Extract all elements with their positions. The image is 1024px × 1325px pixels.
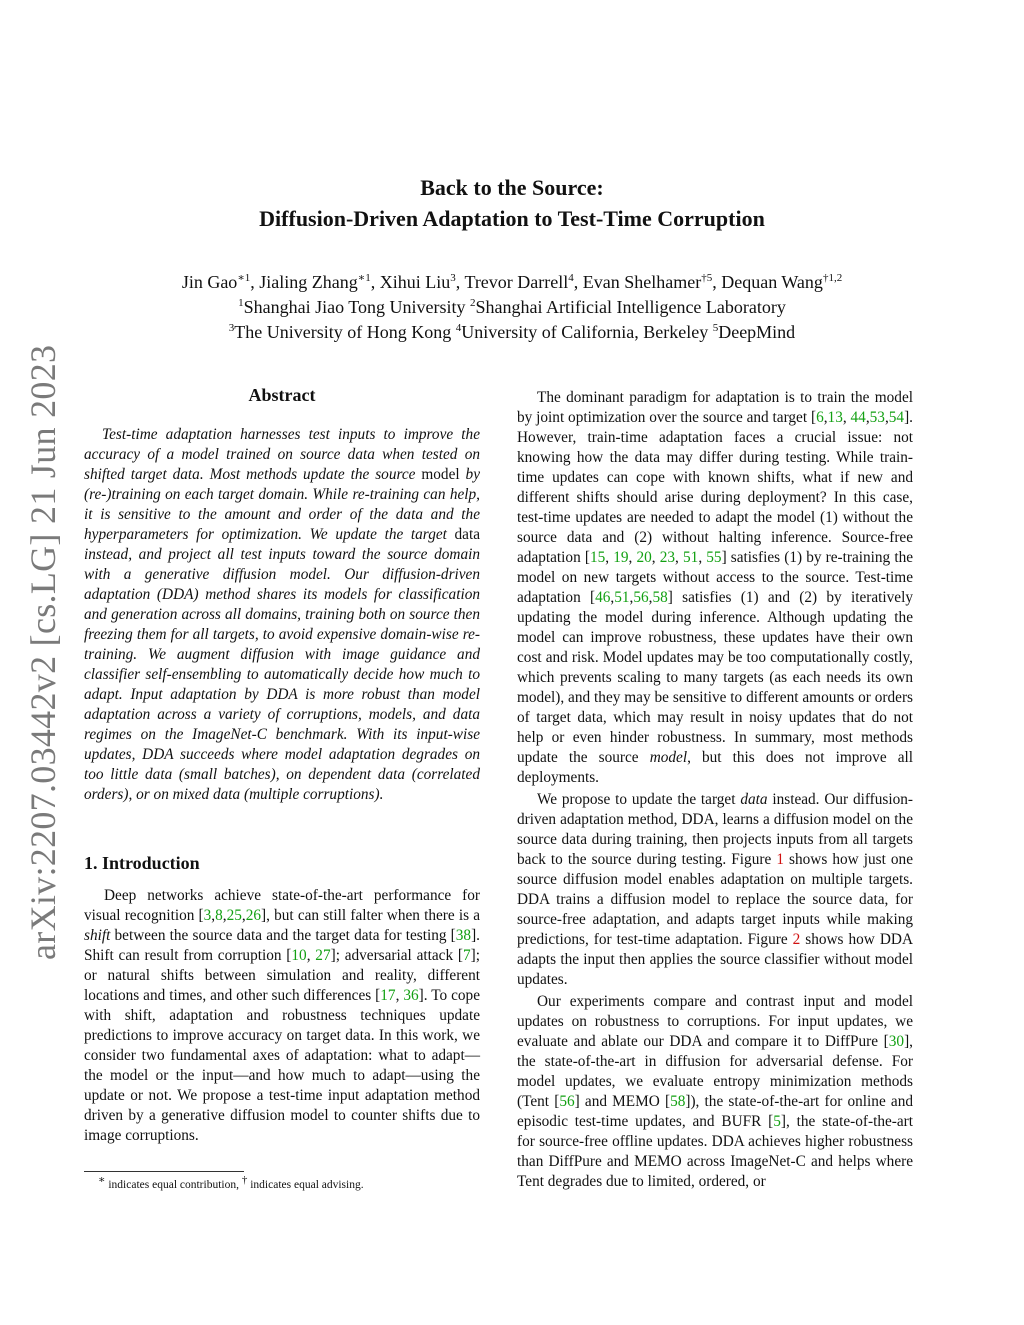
citation-link[interactable]: 10 bbox=[291, 947, 307, 964]
text-run: , bbox=[698, 549, 707, 566]
author-mark: †5 bbox=[701, 272, 713, 284]
text-run: ] and MEMO [ bbox=[574, 1093, 671, 1110]
text-run: , bbox=[629, 589, 634, 606]
text-run: instead, and project all test inputs toward the source domain with a generative diffusion model. Our diffusion-driven adaptation (DDA) method shares its models for classification and generation across all domains, training both on source then freezing them for all targets, to avoid expensive domain-wise re-training. We augment diffusion with image guidance and classifier self-ensembling to automatically decide how much to adapt. Input adaptation by DDA is more robust than model adaptation across a variety of corruptions, models, and data regimes on the ImageNet-C benchmark. With its input-wise updates, DDA succeeds where model adaptation degrades on too little data (small batches), on dependent data (correlated orders), or on mixed data (multiple corruptions). bbox=[84, 546, 480, 803]
text-run: , bbox=[628, 549, 637, 566]
affiliation-line-2 bbox=[0, 320, 1024, 345]
text-run: , bbox=[306, 947, 316, 964]
affiliation-mark: 5 bbox=[712, 322, 719, 334]
citation-link[interactable]: 15 bbox=[589, 549, 606, 566]
citation-link[interactable]: 5 bbox=[773, 1113, 781, 1130]
text-run: ]; or natural shifts between simulation and reality, different locations and times, and other such differences [ bbox=[84, 947, 480, 1004]
text-run: ]. However, train-time adaptation faces a crucial issue: not knowing how the data may differ during testing. While train-time updates can cope with known shifts, what if new and different shifts should arise during deployment? In this case, test-time updates are needed to adapt the model (1) without the source data and (2) without halting inference. Source-free adaptation [ bbox=[517, 409, 913, 566]
author-name: Jialing Zhang bbox=[259, 272, 358, 292]
author-mark: †1,2 bbox=[822, 272, 843, 284]
text-run: ], but can still falter when there is a bbox=[261, 907, 480, 924]
author-name: Evan Shelhamer bbox=[582, 272, 702, 292]
left-column bbox=[84, 385, 480, 1146]
author-mark: 4 bbox=[568, 272, 574, 284]
footnote bbox=[98, 1174, 364, 1193]
citation-link[interactable]: 44 bbox=[850, 409, 866, 426]
footnote-divider bbox=[84, 1171, 244, 1172]
body-paragraph bbox=[517, 388, 913, 788]
text-run: , bbox=[842, 409, 851, 426]
text-run: ] satisfies (1) by re-training the model on new targets without access to the source. Test-time adaptation [ bbox=[517, 549, 914, 606]
citation-link[interactable]: 58 bbox=[652, 589, 668, 606]
affiliation-mark: 4 bbox=[455, 322, 462, 334]
text-run: shows how just one source diffusion model enables adaptation on multiple targets. DDA trains a diffusion model to replace the source data, for source-free adaptation, and adapts target inputs while making predictions, for test-time adaptation. Figure bbox=[517, 851, 913, 948]
citation-link[interactable]: 3 bbox=[203, 907, 212, 924]
upright-text: data bbox=[454, 526, 480, 543]
emphasis-text: model bbox=[649, 749, 688, 766]
text-run: , bbox=[395, 987, 404, 1004]
citation-link[interactable]: 27 bbox=[315, 947, 331, 964]
affiliation-name: Shanghai Jiao Tong University bbox=[243, 297, 466, 317]
citation-link[interactable]: 56 bbox=[559, 1093, 575, 1110]
affiliation-mark: 1 bbox=[238, 297, 244, 309]
author-name: Jin Gao bbox=[181, 272, 238, 292]
text-run: shows how DDA adapts the input then applies the source classifier without model updates. bbox=[517, 931, 913, 988]
upright-text: model bbox=[421, 466, 460, 483]
abstract-heading: Abstract bbox=[248, 385, 316, 405]
abstract-text bbox=[84, 425, 480, 805]
arxiv-identifier: arXiv:2207.03442v2 [cs.LG] 21 Jun 2023 bbox=[23, 344, 63, 960]
text-run: , but this does not improve all deployments. bbox=[517, 749, 913, 786]
text-run: , bbox=[610, 589, 615, 606]
citation-link[interactable]: 46 bbox=[595, 589, 611, 606]
text-run: , bbox=[211, 907, 216, 924]
affiliation-mark: 3 bbox=[228, 322, 235, 334]
citation-link[interactable]: 20 bbox=[636, 549, 652, 566]
affiliation-name: The University of Hong Kong bbox=[234, 322, 452, 342]
text-run: ], the state-of-the-art in diffusion for adversarial defense. For model updates, we evaluate entropy minimization methods (Tent [ bbox=[517, 1033, 913, 1110]
title-line-1: Back to the Source: bbox=[420, 175, 604, 200]
text-run: ]. Shift can result from corruption [ bbox=[84, 927, 480, 964]
citation-link[interactable]: 51 bbox=[683, 549, 699, 566]
body-paragraph bbox=[517, 790, 913, 990]
citation-link[interactable]: 30 bbox=[888, 1033, 905, 1050]
footnote-text: indicates equal contribution, bbox=[105, 1179, 242, 1191]
author-mark: 3 bbox=[450, 272, 456, 284]
footnote-mark: † bbox=[241, 1174, 248, 1187]
affiliation-line-1 bbox=[0, 295, 1024, 320]
text-run: instead. Our diffusion-driven adaptation method, DDA, learns a diffusion model on the source data during training, then projects inputs from all targets back to the source during testing. Figure bbox=[517, 791, 913, 868]
citation-link[interactable]: 51 bbox=[614, 589, 630, 606]
affiliation-name: DeepMind bbox=[718, 322, 796, 342]
footnote-text: indicates equal advising. bbox=[247, 1179, 364, 1191]
text-run: , bbox=[675, 549, 684, 566]
citation-link[interactable]: 25 bbox=[226, 907, 242, 924]
affiliation-mark: 2 bbox=[470, 297, 476, 309]
text-run: by (re-)training on each target domain. While re-training can help, it is sensitive to the amount and order of the data and the hyperparameters for optimization. We update the target bbox=[84, 466, 480, 543]
text-run: ]. To cope with shift, adaptation and robustness techniques update predictions to improve accuracy on target data. In this work, we consider two fundamental axes of adaptation: what to adapt—the model or the input—and how much to adapt—using the update or not. We propose a test-time input adaptation method driven by a generative diffusion model to counter shifts due to image corruptions. bbox=[84, 987, 480, 1144]
author-mark: ∗1 bbox=[237, 272, 251, 284]
citation-link[interactable]: 23 bbox=[659, 549, 676, 566]
author-name: Trevor Darrell bbox=[464, 272, 569, 292]
body-paragraph bbox=[517, 992, 913, 1192]
text-run: , bbox=[823, 409, 828, 426]
text-run: , bbox=[865, 409, 870, 426]
author-name: Dequan Wang bbox=[721, 272, 823, 292]
affiliation-name: University of California, Berkeley bbox=[461, 322, 709, 342]
citation-link[interactable]: 58 bbox=[670, 1093, 686, 1110]
footnote-mark: ∗ bbox=[98, 1174, 106, 1187]
intro-paragraph bbox=[84, 886, 480, 1146]
citation-link[interactable]: 54 bbox=[888, 409, 905, 426]
author-block bbox=[0, 270, 1024, 345]
text-run: between the source data and the target data for testing [ bbox=[110, 927, 456, 944]
title-line-2: Diffusion-Driven Adaptation to Test-Time Corruption bbox=[259, 206, 765, 231]
author-name: Xihui Liu bbox=[379, 272, 451, 292]
figure-reference-link[interactable]: 2 bbox=[792, 931, 801, 948]
citation-link[interactable]: 7 bbox=[462, 947, 471, 964]
citation-link[interactable]: 36 bbox=[403, 987, 419, 1004]
citation-link[interactable]: 38 bbox=[455, 927, 472, 944]
paper-title bbox=[0, 172, 1024, 234]
text-run: ] satisfies (1) and (2) by iteratively updating the model during inference. Although updating the model can improve robustness, these updates have their own cost and risk. Model updates may be too computationally costly, which prevents scaling to many targets (as each needs its own model), and they may be sensitive to different amounts or orders of target data, which may result in noisy updates that do not help or even hinder robustness. In summary, most methods update the source bbox=[517, 589, 913, 766]
citation-link[interactable]: 26 bbox=[245, 907, 262, 924]
text-run: We propose to update the target bbox=[537, 791, 741, 808]
text-run: , bbox=[884, 409, 889, 426]
citation-link[interactable]: 19 bbox=[613, 549, 629, 566]
emphasis-text: shift bbox=[84, 927, 111, 944]
emphasis-text: data bbox=[740, 791, 768, 808]
text-run: ]; adversarial attack [ bbox=[330, 947, 463, 964]
text-run: , bbox=[605, 549, 614, 566]
text-run: The dominant paradigm for adaptation is to train the model by joint optimization over the source and target [ bbox=[517, 389, 913, 426]
text-run: Test-time adaptation harnesses test inputs to improve the accuracy of a model trained on source data when tested on shifted target data. Most methods update the source bbox=[84, 426, 480, 483]
text-run: ], the state-of-the-art for source-free offline updates. DDA achieves higher robustness than DiffPure and MEMO across ImageNet-C and helps where Tent degrades due to limited, ordered, or bbox=[517, 1113, 913, 1190]
author-mark: ∗1 bbox=[357, 272, 371, 284]
citation-link[interactable]: 55 bbox=[706, 549, 722, 566]
introduction-heading: 1. Introduction bbox=[84, 853, 200, 873]
citation-link[interactable]: 53 bbox=[869, 409, 885, 426]
citation-link[interactable]: 17 bbox=[380, 987, 396, 1004]
author-list: Jin Gao$^{∗1}$, Jialing Zhang$^{∗1}$, Xihui Liu$^3$, Trevor Darrell$^4$, Evan Shelhamer$^{\dagger 5}$, Dequan Wang$^{\dagger 1,2}$ bbox=[181, 272, 843, 292]
text-run: , bbox=[241, 907, 246, 924]
text-run: ]), the state-of-the-art for online and episodic test-time updates, and BUFR [ bbox=[517, 1093, 914, 1130]
right-column bbox=[517, 388, 913, 1192]
citation-link[interactable]: 8 bbox=[215, 907, 223, 924]
affiliation-name: Shanghai Artificial Intelligence Laboratory bbox=[475, 297, 786, 317]
citation-link[interactable]: 6 bbox=[816, 409, 824, 426]
text-run: Our experiments compare and contrast input and model updates on robustness to corruptions. For input updates, we evaluate and ablate our DDA and compare it to DiffPure [ bbox=[517, 993, 913, 1050]
text-run: , bbox=[648, 589, 653, 606]
citation-link[interactable]: 56 bbox=[633, 589, 649, 606]
citation-link[interactable]: 13 bbox=[827, 409, 843, 426]
figure-reference-link[interactable]: 1 bbox=[776, 851, 784, 868]
text-run: , bbox=[222, 907, 227, 924]
text-run: Deep networks achieve state-of-the-art performance for visual recognition [ bbox=[84, 887, 480, 924]
text-run: , bbox=[651, 549, 660, 566]
